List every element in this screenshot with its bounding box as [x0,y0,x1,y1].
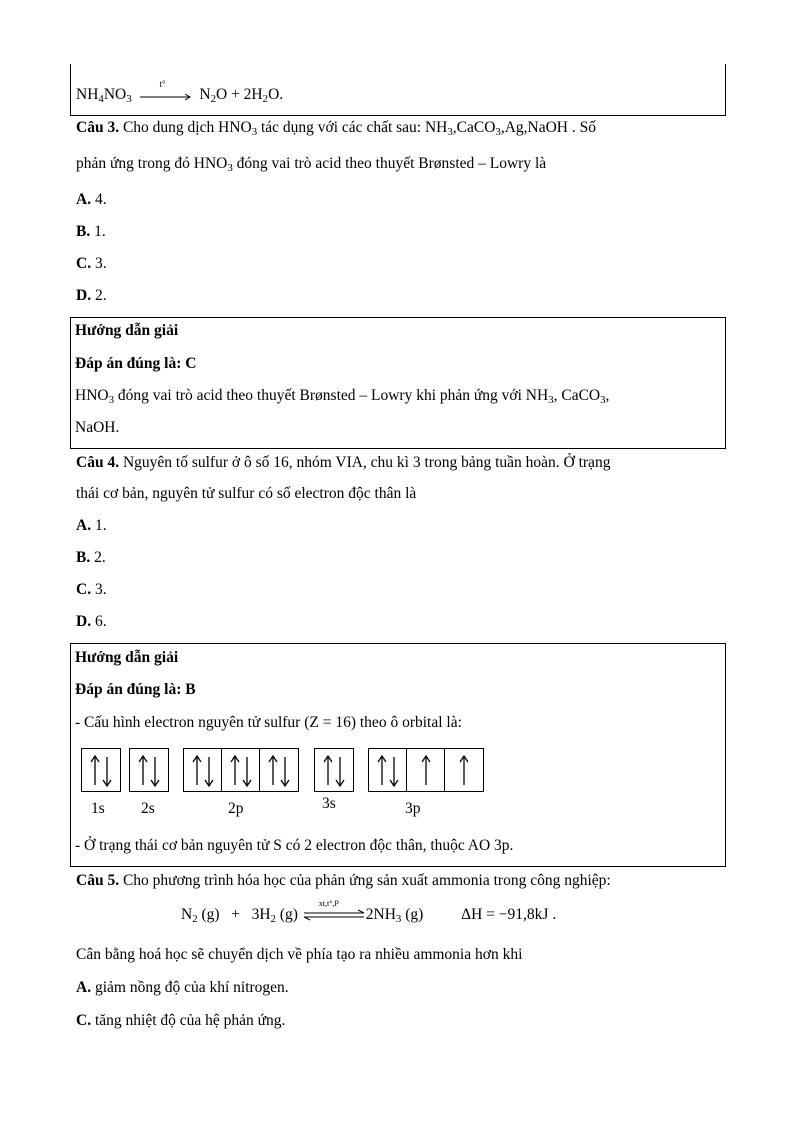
q3-solution-answer: Đáp án đúng là: C [75,355,197,372]
q5-text-line2: Cân bằng hoá học sẽ chuyển dịch về phía tạo ra nhiều ammonia hơn khi [76,946,523,963]
electron-pair-icon [130,749,168,791]
q3-solution-line2: NaOH. [75,419,120,436]
electron-pair-icon [260,749,298,791]
orbital-3s [314,748,354,792]
q3-solution-line1: $HNO_3$ đóng vai trò acid theo thuyết Brønsted – Lowry khi phản ứng với $NH_3$, CaCO$_3$, [75,387,610,406]
orbital-label-2s: 2s [141,800,155,817]
q4-solution-config-text: - Cấu hình electron nguyên tử sulfur (Z = 16) theo ô orbital là: [75,714,462,731]
q4-label: Câu 4. [76,454,120,471]
electron-pair-icon [315,749,353,791]
q3-solution-box [70,317,726,449]
q5-equation: $N_2$ $(g) + 3H_2$ (g) xt,t°,P $2NH_3$ (g) ΔH = −91,8kJ . [181,899,557,925]
orbital-label-3p: 3p [405,800,421,817]
q3-option-c: C. 3. [76,255,107,272]
q4-solution-answer: Đáp án đúng là: B [75,681,196,698]
orbital-cell [315,749,353,791]
q4-solution-conclusion: - Ở trạng thái cơ bản nguyên tử S có 2 electron độc thân, thuộc AO 3p. [75,837,514,854]
q3-option-d: D. 2. [76,287,107,304]
q3-solution-heading: Hướng dẫn giải [75,322,179,339]
heat-arrow: t° [140,88,192,102]
orbital-2s [129,748,169,792]
q4-option-a: A. 1. [76,517,107,534]
q3-text-line1: Câu 3. Cho dung dịch $HNO_3$ tác dụng với các chất sau: $NH_3,CaCO_3,Ag,NaOH$ . Số [76,119,596,138]
electron-up-icon [407,749,445,791]
orbital-label-2p: 2p [228,800,244,817]
equilibrium-arrow-icon [303,908,365,922]
q5-option-c: C. tăng nhiệt độ của hệ phản ứng. [76,1012,286,1029]
q3-text-line2: phản ứng trong đó $HNO_3$ đóng vai trò acid theo thuyết Brønsted – Lowry là [76,155,547,174]
orbital-cell [184,749,222,791]
q5-text-line1: Câu 5. Cho phương trình hóa học của phản ứng sản xuất ammonia trong công nghiệp: [76,872,611,889]
q4-option-c: C. 3. [76,581,107,598]
orbital-cell [130,749,168,791]
q4-solution-heading: Hướng dẫn giải [75,649,179,666]
orbital-cell [445,749,483,791]
q5-label: Câu 5. [76,872,120,889]
orbital-3p [368,748,484,792]
orbital-cell [369,749,407,791]
orbital-2p [183,748,299,792]
q3-option-a: A. 4. [76,191,107,208]
orbital-label-1s: 1s [91,800,105,817]
electron-pair-icon [369,749,407,791]
q3-option-b: B. 1. [76,223,106,240]
orbital-cell [260,749,298,791]
equilibrium-arrow: xt,t°,P [303,908,365,922]
electron-pair-icon [82,749,120,791]
top-equation: $NH_4NO_3$ t° $N_2O + 2H_2O$. [76,79,284,105]
right-arrow-icon [140,88,192,102]
orbital-1s [81,748,121,792]
q3-label: Câu 3. [76,119,120,136]
orbital-cell [82,749,120,791]
q4-option-d: D. 6. [76,613,107,630]
electron-pair-icon [222,749,260,791]
q5-option-a: A. giảm nồng độ của khí nitrogen. [76,979,289,996]
q4-text-line1: Câu 4. Nguyên tố sulfur ở ô số 16, nhóm VIA, chu kì 3 trong bảng tuần hoàn. Ở trạng [76,454,611,471]
electron-up-icon [445,749,483,791]
electron-pair-icon [184,749,222,791]
orbital-cell [407,749,445,791]
orbital-cell [222,749,260,791]
q4-text-line2: thái cơ bản, nguyên tử sulfur có số electron độc thân là [76,485,417,502]
q4-option-b: B. 2. [76,549,106,566]
orbital-label-3s: 3s [322,795,336,812]
